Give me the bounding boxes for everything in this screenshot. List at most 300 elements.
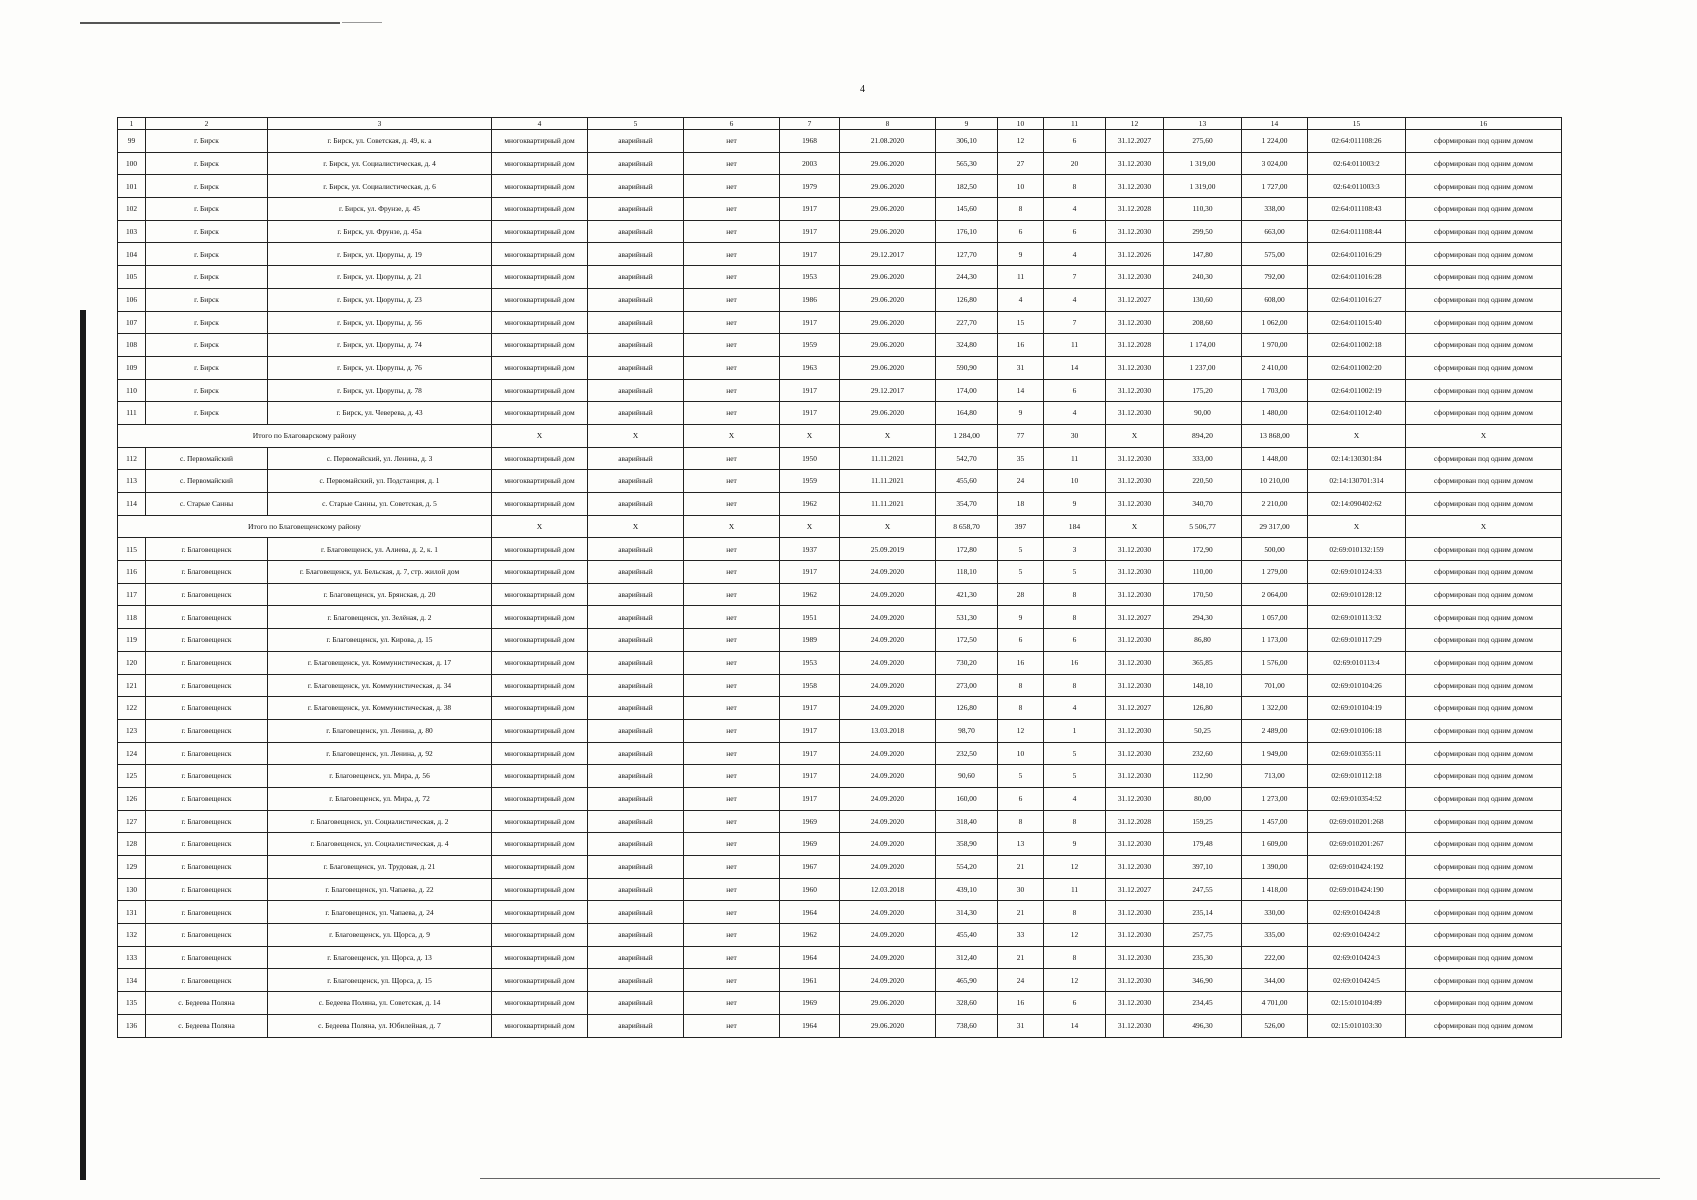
table-cell: 24.09.2020 xyxy=(840,924,936,947)
table-cell: многоквартирный дом xyxy=(492,583,588,606)
table-cell: 1959 xyxy=(780,334,840,357)
table-cell: 1 703,00 xyxy=(1242,379,1308,402)
table-cell: 24.09.2020 xyxy=(840,629,936,652)
table-cell: многоквартирный дом xyxy=(492,878,588,901)
table-cell: 112,90 xyxy=(1164,765,1242,788)
table-cell: 1959 xyxy=(780,470,840,493)
column-number: 12 xyxy=(1106,118,1164,130)
table-cell: 24.09.2020 xyxy=(840,561,936,584)
table-cell: 1968 xyxy=(780,130,840,153)
table-cell: с. Первомайский, ул. Подстанция, д. 1 xyxy=(268,470,492,493)
table-cell: аварийный xyxy=(588,356,684,379)
table-cell: 130 xyxy=(118,878,146,901)
table-cell: г. Бирск xyxy=(146,402,268,425)
table-cell: 31.12.2030 xyxy=(1106,152,1164,175)
table-cell: многоквартирный дом xyxy=(492,606,588,629)
table-cell: 90,00 xyxy=(1164,402,1242,425)
table-cell: 184 xyxy=(1044,515,1106,538)
table-cell: сформирован под одним домом xyxy=(1406,833,1562,856)
table-cell: 02:69:010355:11 xyxy=(1308,742,1406,765)
table-cell: 1967 xyxy=(780,856,840,879)
table-cell: 11.11.2021 xyxy=(840,447,936,470)
table-cell: 10 xyxy=(998,175,1044,198)
table-cell: 730,20 xyxy=(936,651,998,674)
table-cell: 4 xyxy=(1044,198,1106,221)
table-cell: г. Бирск xyxy=(146,288,268,311)
table-cell: многоквартирный дом xyxy=(492,493,588,516)
table-cell: 179,48 xyxy=(1164,833,1242,856)
table-cell: 531,30 xyxy=(936,606,998,629)
column-number: 3 xyxy=(268,118,492,130)
table-cell: г. Благовещенск, ул. Зелёная, д. 2 xyxy=(268,606,492,629)
table-cell: 9 xyxy=(1044,493,1106,516)
table-cell: 6 xyxy=(1044,130,1106,153)
table-cell: 02:69:010201:267 xyxy=(1308,833,1406,856)
table-cell: 112 xyxy=(118,447,146,470)
table-cell: 118 xyxy=(118,606,146,629)
table-cell: 397,10 xyxy=(1164,856,1242,879)
table-cell: г. Благовещенск xyxy=(146,787,268,810)
table-cell: г. Благовещенск xyxy=(146,969,268,992)
table-cell: 159,25 xyxy=(1164,810,1242,833)
table-cell: 175,20 xyxy=(1164,379,1242,402)
table-cell: многоквартирный дом xyxy=(492,402,588,425)
table-cell: г. Бирск xyxy=(146,175,268,198)
table-cell: 1917 xyxy=(780,561,840,584)
table-cell: 24.09.2020 xyxy=(840,969,936,992)
table-cell: 6 xyxy=(1044,220,1106,243)
table-cell: г. Бирск, ул. Цюрупы, д. 56 xyxy=(268,311,492,334)
table-cell: 113 xyxy=(118,470,146,493)
table-cell: 02:69:010424:192 xyxy=(1308,856,1406,879)
table-cell: сформирован под одним домом xyxy=(1406,629,1562,652)
table-cell: многоквартирный дом xyxy=(492,765,588,788)
table-cell: многоквартирный дом xyxy=(492,311,588,334)
table-row xyxy=(118,470,1562,493)
table-row xyxy=(118,538,1562,561)
table-cell: нет xyxy=(684,175,780,198)
scan-edge-bar xyxy=(80,310,86,1180)
table-cell: г. Бирск, ул. Цюрупы, д. 21 xyxy=(268,266,492,289)
table-cell: нет xyxy=(684,130,780,153)
table-cell: аварийный xyxy=(588,583,684,606)
table-cell: многоквартирный дом xyxy=(492,742,588,765)
table-cell: 1 418,00 xyxy=(1242,878,1308,901)
table-cell: 28 xyxy=(998,583,1044,606)
table-cell: 31.12.2030 xyxy=(1106,719,1164,742)
table-cell: 2 489,00 xyxy=(1242,719,1308,742)
table-cell: 9 xyxy=(998,402,1044,425)
table-cell: с. Первомайский xyxy=(146,470,268,493)
table-cell: сформирован под одним домом xyxy=(1406,220,1562,243)
table-cell: 115 xyxy=(118,538,146,561)
table-cell: X xyxy=(588,424,684,447)
table-cell: сформирован под одним домом xyxy=(1406,924,1562,947)
table-cell: аварийный xyxy=(588,674,684,697)
table-cell: 1917 xyxy=(780,787,840,810)
table-cell: 80,00 xyxy=(1164,787,1242,810)
table-cell: 318,40 xyxy=(936,810,998,833)
table-cell: нет xyxy=(684,1014,780,1037)
table-cell: 455,60 xyxy=(936,470,998,493)
table-cell: 11.11.2021 xyxy=(840,493,936,516)
table-cell: г. Бирск, ул. Цюрупы, д. 19 xyxy=(268,243,492,266)
table-cell: 136 xyxy=(118,1014,146,1037)
table-cell: 31.12.2028 xyxy=(1106,810,1164,833)
table-cell: нет xyxy=(684,719,780,742)
table-cell: аварийный xyxy=(588,152,684,175)
table-cell: с. Бедеева Поляна xyxy=(146,1014,268,1037)
table-cell: 111 xyxy=(118,402,146,425)
table-cell: 8 xyxy=(1044,175,1106,198)
table-cell: 131 xyxy=(118,901,146,924)
table-row xyxy=(118,130,1562,153)
table-cell: 439,10 xyxy=(936,878,998,901)
table-cell: сформирован под одним домом xyxy=(1406,583,1562,606)
table-cell: сформирован под одним домом xyxy=(1406,901,1562,924)
table-cell: 1917 xyxy=(780,198,840,221)
table-cell: 346,90 xyxy=(1164,969,1242,992)
table-cell: аварийный xyxy=(588,719,684,742)
table-cell: 1917 xyxy=(780,697,840,720)
table-cell: 107 xyxy=(118,311,146,334)
table-row xyxy=(118,311,1562,334)
table-cell: нет xyxy=(684,583,780,606)
table-cell: аварийный xyxy=(588,311,684,334)
table-cell: 11 xyxy=(1044,878,1106,901)
table-row xyxy=(118,243,1562,266)
table-cell: 9 xyxy=(998,243,1044,266)
table-cell: с. Первомайский, ул. Ленина, д. 3 xyxy=(268,447,492,470)
table-row xyxy=(118,334,1562,357)
table-cell: 575,00 xyxy=(1242,243,1308,266)
table-cell: аварийный xyxy=(588,266,684,289)
table-cell: 8 xyxy=(1044,606,1106,629)
table-cell: 132 xyxy=(118,924,146,947)
table-cell: аварийный xyxy=(588,243,684,266)
table-cell: 235,30 xyxy=(1164,946,1242,969)
table-cell: 299,50 xyxy=(1164,220,1242,243)
table-cell: 12 xyxy=(1044,924,1106,947)
table-cell: 4 xyxy=(1044,402,1106,425)
table-cell: 29.06.2020 xyxy=(840,266,936,289)
table-cell: многоквартирный дом xyxy=(492,538,588,561)
table-cell: 1 609,00 xyxy=(1242,833,1308,856)
table-cell: 738,60 xyxy=(936,1014,998,1037)
table-cell: 121 xyxy=(118,674,146,697)
table-cell: 13 xyxy=(998,833,1044,856)
table-cell: 358,90 xyxy=(936,833,998,856)
table-cell: 174,00 xyxy=(936,379,998,402)
table-cell: 02:69:010424:5 xyxy=(1308,969,1406,992)
table-cell: 172,90 xyxy=(1164,538,1242,561)
table-cell: 24.09.2020 xyxy=(840,856,936,879)
table-cell: 2 410,00 xyxy=(1242,356,1308,379)
table-cell: 11.11.2021 xyxy=(840,470,936,493)
table-cell: многоквартирный дом xyxy=(492,924,588,947)
table-cell: аварийный xyxy=(588,606,684,629)
table-row xyxy=(118,787,1562,810)
table-cell: 5 xyxy=(1044,742,1106,765)
table-cell: 31.12.2030 xyxy=(1106,538,1164,561)
table-cell: 240,30 xyxy=(1164,266,1242,289)
district-total-label: Итого по Благовещенскому району xyxy=(118,515,492,538)
table-cell: аварийный xyxy=(588,561,684,584)
table-cell: многоквартирный дом xyxy=(492,992,588,1015)
table-cell: 1917 xyxy=(780,379,840,402)
table-cell: 29.06.2020 xyxy=(840,402,936,425)
table-cell: 11 xyxy=(1044,447,1106,470)
table-cell: аварийный xyxy=(588,787,684,810)
table-cell: 02:64:011108:44 xyxy=(1308,220,1406,243)
table-cell: нет xyxy=(684,493,780,516)
table-cell: 126,80 xyxy=(1164,697,1242,720)
table-cell: многоквартирный дом xyxy=(492,198,588,221)
table-cell: многоквартирный дом xyxy=(492,288,588,311)
table-cell: 31.12.2030 xyxy=(1106,629,1164,652)
table-cell: 6 xyxy=(1044,629,1106,652)
table-cell: 164,80 xyxy=(936,402,998,425)
table-cell: 6 xyxy=(998,629,1044,652)
table-cell: 117 xyxy=(118,583,146,606)
table-cell: 1950 xyxy=(780,447,840,470)
table-cell: 8 658,70 xyxy=(936,515,998,538)
table-cell: 31.12.2030 xyxy=(1106,470,1164,493)
table-cell: 455,40 xyxy=(936,924,998,947)
table-cell: 18 xyxy=(998,493,1044,516)
table-cell: 1 237,00 xyxy=(1164,356,1242,379)
table-cell: 109 xyxy=(118,356,146,379)
table-cell: X xyxy=(1308,515,1406,538)
column-number: 7 xyxy=(780,118,840,130)
table-cell: 273,00 xyxy=(936,674,998,697)
table-cell: 14 xyxy=(998,379,1044,402)
table-cell: 24.09.2020 xyxy=(840,651,936,674)
table-cell: 31.12.2030 xyxy=(1106,561,1164,584)
table-cell: с. Первомайский xyxy=(146,447,268,470)
table-cell: нет xyxy=(684,561,780,584)
table-cell: сформирован под одним домом xyxy=(1406,674,1562,697)
table-cell: г. Благовещенск xyxy=(146,561,268,584)
table-cell: 1937 xyxy=(780,538,840,561)
table-cell: 02:15:010104:89 xyxy=(1308,992,1406,1015)
table-cell: 160,00 xyxy=(936,787,998,810)
table-cell: 24.09.2020 xyxy=(840,787,936,810)
table-cell: сформирован под одним домом xyxy=(1406,787,1562,810)
column-number: 5 xyxy=(588,118,684,130)
table-cell: 8 xyxy=(998,198,1044,221)
table-cell: 608,00 xyxy=(1242,288,1308,311)
table-row xyxy=(118,878,1562,901)
table-cell: с. Старые Санны, ул. Советская, д. 5 xyxy=(268,493,492,516)
table-cell: 105 xyxy=(118,266,146,289)
table-cell: сформирован под одним домом xyxy=(1406,810,1562,833)
table-cell: 1 457,00 xyxy=(1242,810,1308,833)
table-cell: г. Благовещенск, ул. Бельская, д. 7, стр. жилой дом xyxy=(268,561,492,584)
table-cell: аварийный xyxy=(588,198,684,221)
table-cell: многоквартирный дом xyxy=(492,130,588,153)
table-cell: многоквартирный дом xyxy=(492,674,588,697)
table-cell: сформирован под одним домом xyxy=(1406,152,1562,175)
table-cell: г. Благовещенск, ул. Трудовая, д. 21 xyxy=(268,856,492,879)
table-cell: сформирован под одним домом xyxy=(1406,334,1562,357)
table-cell: 129 xyxy=(118,856,146,879)
table-cell: 02:64:011003:2 xyxy=(1308,152,1406,175)
table-cell: 496,30 xyxy=(1164,1014,1242,1037)
table-cell: 244,30 xyxy=(936,266,998,289)
table-cell: сформирован под одним домом xyxy=(1406,765,1562,788)
table-cell: 31.12.2030 xyxy=(1106,447,1164,470)
table-cell: 124 xyxy=(118,742,146,765)
table-cell: 1963 xyxy=(780,356,840,379)
table-cell: многоквартирный дом xyxy=(492,1014,588,1037)
table-cell: 12 xyxy=(998,719,1044,742)
table-cell: г. Благовещенск, ул. Щорса, д. 13 xyxy=(268,946,492,969)
table-cell: 232,60 xyxy=(1164,742,1242,765)
table-cell: г. Благовещенск, ул. Коммунистическая, д. 34 xyxy=(268,674,492,697)
table-row xyxy=(118,946,1562,969)
table-cell: 02:69:010106:18 xyxy=(1308,719,1406,742)
table-cell: 108 xyxy=(118,334,146,357)
table-cell: 8 xyxy=(1044,583,1106,606)
table-cell: г. Бирск, ул. Чеверева, д. 43 xyxy=(268,402,492,425)
table-cell: 126 xyxy=(118,787,146,810)
table-cell: 31.12.2030 xyxy=(1106,765,1164,788)
table-cell: 10 210,00 xyxy=(1242,470,1308,493)
table-cell: многоквартирный дом xyxy=(492,787,588,810)
table-cell: многоквартирный дом xyxy=(492,356,588,379)
table-cell: 1962 xyxy=(780,924,840,947)
table-cell: многоквартирный дом xyxy=(492,651,588,674)
table-cell: 24.09.2020 xyxy=(840,583,936,606)
table-cell: аварийный xyxy=(588,493,684,516)
table-cell: 31.12.2030 xyxy=(1106,674,1164,697)
table-cell: 1 727,00 xyxy=(1242,175,1308,198)
table-cell: с. Бедеева Поляна, ул. Советская, д. 14 xyxy=(268,992,492,1015)
table-cell: нет xyxy=(684,787,780,810)
table-cell: сформирован под одним домом xyxy=(1406,992,1562,1015)
table-cell: 104 xyxy=(118,243,146,266)
table-cell: 31.12.2030 xyxy=(1106,402,1164,425)
table-cell: 20 xyxy=(1044,152,1106,175)
table-cell: г. Бирск, ул. Цюрупы, д. 76 xyxy=(268,356,492,379)
table-cell: г. Бирск xyxy=(146,152,268,175)
table-cell: 16 xyxy=(998,334,1044,357)
table-cell: 1969 xyxy=(780,833,840,856)
table-cell: 30 xyxy=(998,878,1044,901)
table-cell: 145,60 xyxy=(936,198,998,221)
table-cell: аварийный xyxy=(588,130,684,153)
table-cell: 172,50 xyxy=(936,629,998,652)
table-cell: г. Благовещенск, ул. Брянская, д. 20 xyxy=(268,583,492,606)
table-cell: 31.12.2030 xyxy=(1106,742,1164,765)
table-cell: 1 448,00 xyxy=(1242,447,1308,470)
table-cell: 234,45 xyxy=(1164,992,1242,1015)
table-cell: сформирован под одним домом xyxy=(1406,651,1562,674)
table-cell: г. Благовещенск, ул. Щорса, д. 15 xyxy=(268,969,492,992)
table-cell: нет xyxy=(684,969,780,992)
table-cell: г. Благовещенск xyxy=(146,924,268,947)
table-cell: 27 xyxy=(998,152,1044,175)
table-cell: 02:14:130701:314 xyxy=(1308,470,1406,493)
table-cell: г. Бирск xyxy=(146,243,268,266)
table-cell: 8 xyxy=(1044,674,1106,697)
table-cell: 24.09.2020 xyxy=(840,606,936,629)
table-cell: 5 506,77 xyxy=(1164,515,1242,538)
column-number: 4 xyxy=(492,118,588,130)
table-cell: многоквартирный дом xyxy=(492,470,588,493)
table-cell: 3 xyxy=(1044,538,1106,561)
table-cell: 29.06.2020 xyxy=(840,220,936,243)
table-cell: аварийный xyxy=(588,765,684,788)
table-row xyxy=(118,288,1562,311)
table-cell: г. Бирск, ул. Цюрупы, д. 23 xyxy=(268,288,492,311)
table-cell: нет xyxy=(684,856,780,879)
table-cell: 29.06.2020 xyxy=(840,198,936,221)
table-cell: 227,70 xyxy=(936,311,998,334)
column-number: 9 xyxy=(936,118,998,130)
table-cell: 5 xyxy=(1044,561,1106,584)
table-cell: 1917 xyxy=(780,765,840,788)
table-cell: 6 xyxy=(1044,992,1106,1015)
table-cell: сформирован под одним домом xyxy=(1406,493,1562,516)
table-cell: X xyxy=(492,424,588,447)
table-cell: 15 xyxy=(998,311,1044,334)
table-cell: нет xyxy=(684,334,780,357)
table-cell: г. Благовещенск, ул. Ленина, д. 92 xyxy=(268,742,492,765)
table-cell: аварийный xyxy=(588,538,684,561)
table-cell: 1962 xyxy=(780,493,840,516)
table-cell: 2 064,00 xyxy=(1242,583,1308,606)
table-cell: 10 xyxy=(1044,470,1106,493)
table-cell: 31.12.2030 xyxy=(1106,311,1164,334)
table-cell: 31.12.2026 xyxy=(1106,243,1164,266)
table-cell: г. Благовещенск xyxy=(146,946,268,969)
column-number: 8 xyxy=(840,118,936,130)
table-cell: г. Бирск, ул. Цюрупы, д. 74 xyxy=(268,334,492,357)
table-row xyxy=(118,765,1562,788)
table-cell: 120 xyxy=(118,651,146,674)
table-cell: нет xyxy=(684,651,780,674)
table-cell: г. Бирск, ул. Социалистическая, д. 4 xyxy=(268,152,492,175)
column-number: 11 xyxy=(1044,118,1106,130)
table-cell: многоквартирный дом xyxy=(492,697,588,720)
table-cell: 02:69:010132:159 xyxy=(1308,538,1406,561)
table-cell: нет xyxy=(684,538,780,561)
table-cell: 24 xyxy=(998,470,1044,493)
table-cell: г. Благовещенск, ул. Алиева, д. 2, к. 1 xyxy=(268,538,492,561)
table-cell: 8 xyxy=(1044,946,1106,969)
table-cell: 86,80 xyxy=(1164,629,1242,652)
table-cell: 4 xyxy=(1044,697,1106,720)
table-cell: 35 xyxy=(998,447,1044,470)
table-cell: многоквартирный дом xyxy=(492,946,588,969)
table-row xyxy=(118,742,1562,765)
table-cell: X xyxy=(684,424,780,447)
table-cell: многоквартирный дом xyxy=(492,152,588,175)
table-cell: 8 xyxy=(998,697,1044,720)
table-cell: 30 xyxy=(1044,424,1106,447)
table-cell: многоквартирный дом xyxy=(492,334,588,357)
table-cell: 338,00 xyxy=(1242,198,1308,221)
table-cell: сформирован под одним домом xyxy=(1406,130,1562,153)
table-cell: нет xyxy=(684,878,780,901)
table-cell: 122 xyxy=(118,697,146,720)
table-cell: 16 xyxy=(998,651,1044,674)
table-cell: г. Благовещенск xyxy=(146,765,268,788)
table-cell: многоквартирный дом xyxy=(492,220,588,243)
table-cell: 12 xyxy=(1044,856,1106,879)
